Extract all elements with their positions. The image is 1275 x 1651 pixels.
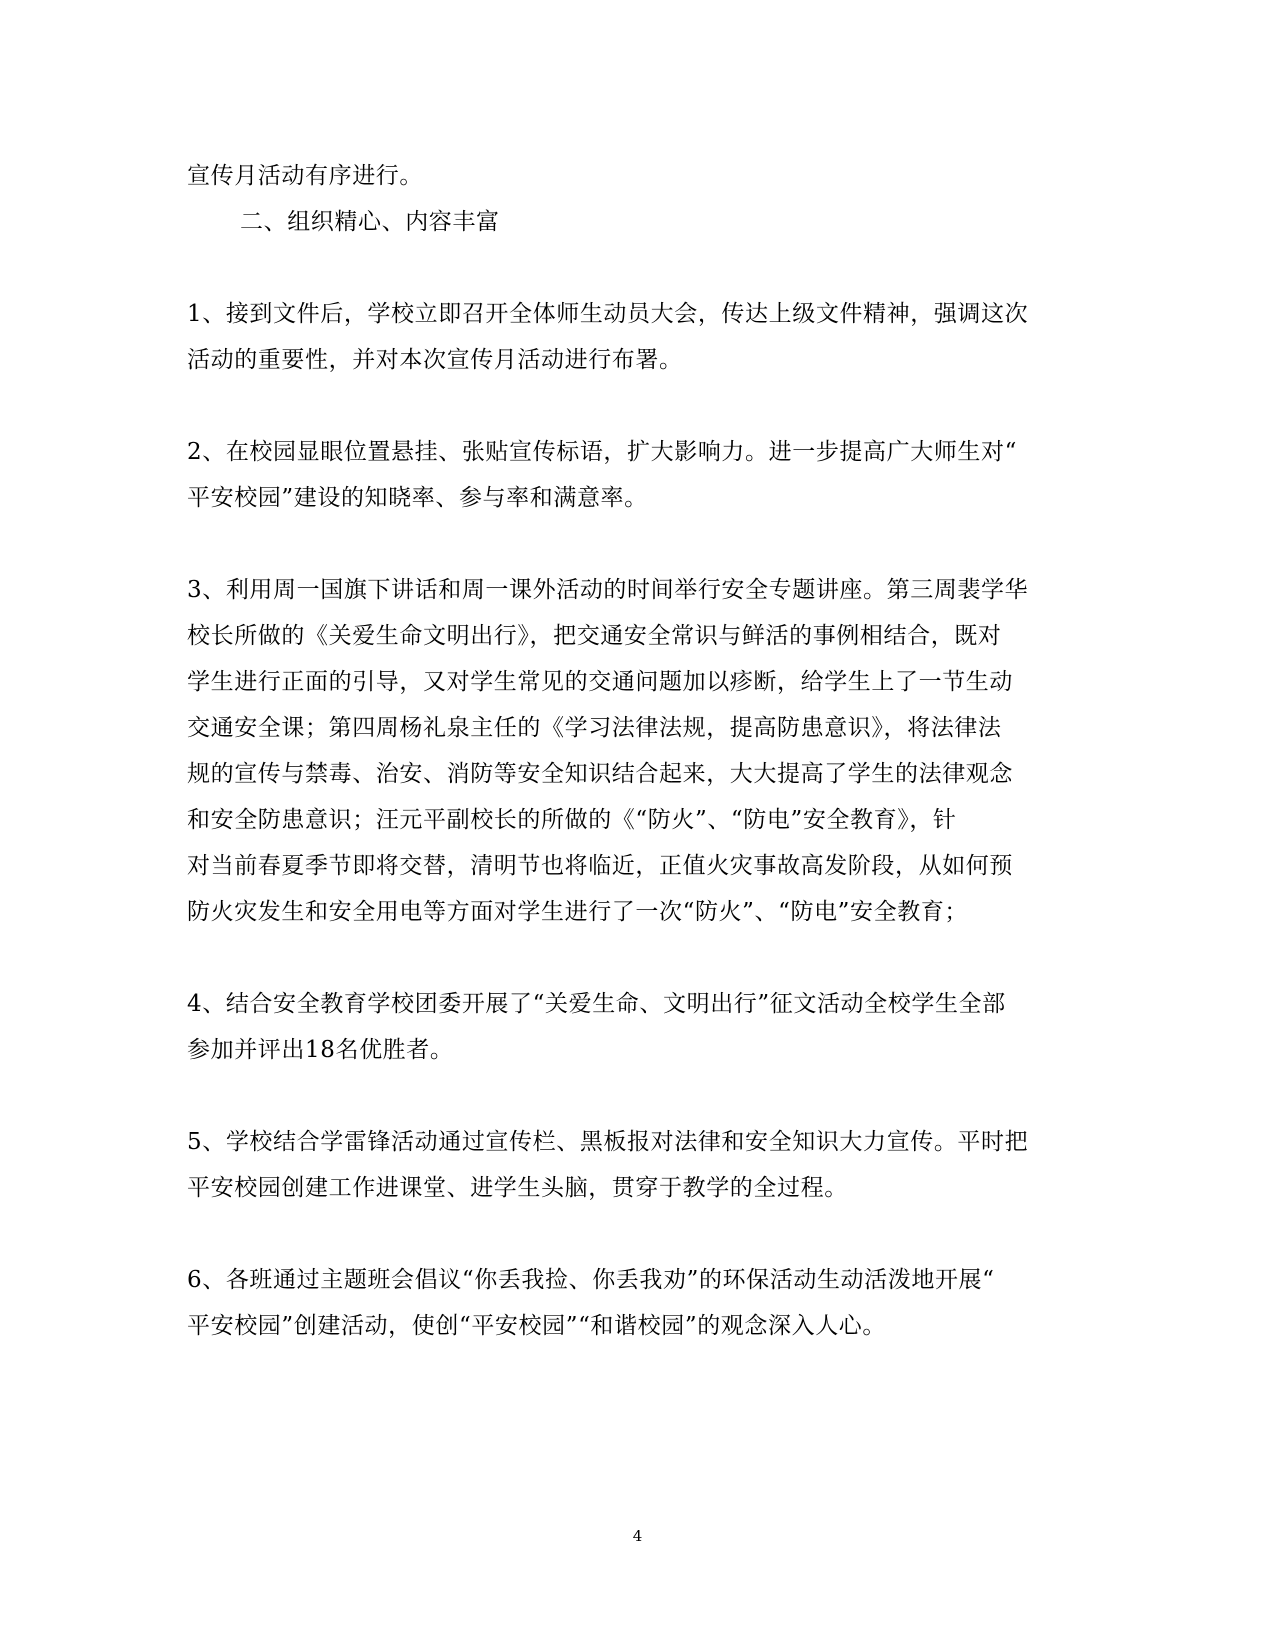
paragraph-line: 6、各班通过主题班会倡议“你丢我捡、你丢我劝”的环保活动生动活泼地开展“ [187, 1267, 995, 1293]
paragraph-line: 平安校园”建设的知晓率、参与率和满意率。 [187, 485, 648, 511]
paragraph-line: 活动的重要性，并对本次宣传月活动进行布署。 [187, 347, 683, 373]
paragraph-line: 交通安全课；第四周杨礼泉主任的《学习法律法规，提高防患意识》，将法律法 [187, 715, 1002, 741]
paragraph-line: 参加并评出18名优胜者。 [187, 1037, 454, 1063]
paragraph-line: 和安全防患意识；汪元平副校长的所做的《“防火”、“防电”安全教育》，针 [187, 807, 957, 833]
paragraph-line: 4、结合安全教育学校团委开展了“关爱生命、文明出行”征文活动全校学生全部 [187, 991, 1006, 1017]
paragraph-line: 规的宣传与禁毒、治安、消防等安全知识结合起来，大大提高了学生的法律观念 [187, 761, 1013, 787]
paragraph-line: 5、学校结合学雷锋活动通过宣传栏、黑板报对法律和安全知识大力宣传。平时把 [187, 1129, 1029, 1155]
paragraph-line: 3、利用周一国旗下讲话和周一课外活动的时间举行安全专题讲座。第三周裴学华 [187, 577, 1029, 603]
continuation-text: 宣传月活动有序进行。 [187, 163, 423, 189]
paragraph-line: 2、在校园显眼位置悬挂、张贴宣传标语，扩大影响力。进一步提高广大师生对“ [187, 439, 1017, 465]
paragraph-line: 平安校园创建工作进课堂、进学生头脑，贯穿于教学的全过程。 [187, 1175, 848, 1201]
paragraph-line: 对当前春夏季节即将交替，清明节也将临近，正值火灾事故高发阶段，从如何预 [187, 853, 1013, 879]
section-heading: 二、组织精心、内容丰富 [240, 209, 500, 235]
page-number: 4 [632, 1527, 643, 1545]
paragraph-line: 校长所做的《关爱生命文明出行》，把交通安全常识与鲜活的事例相结合，既对 [187, 623, 1002, 649]
paragraph-line: 平安校园”创建活动，使创“平安校园”“和谐校园”的观念深入人心。 [187, 1313, 886, 1339]
paragraph-line: 1、接到文件后，学校立即召开全体师生动员大会，传达上级文件精神，强调这次 [187, 301, 1029, 327]
paragraph-line: 防火灾发生和安全用电等方面对学生进行了一次“防火”、“防电”安全教育； [187, 899, 969, 925]
paragraph-line: 学生进行正面的引导，又对学生常见的交通问题加以疹断，给学生上了一节生动 [187, 669, 1013, 695]
